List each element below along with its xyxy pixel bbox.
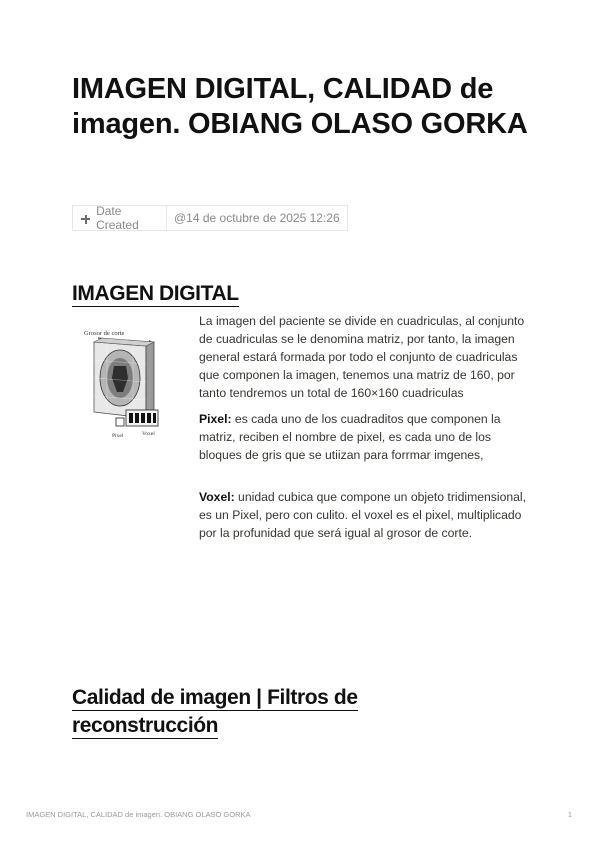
voxel-block (129, 413, 133, 423)
property-label: Date Created (96, 204, 139, 232)
voxel-block (147, 413, 151, 423)
pixel-text: es cada uno de los cuadraditos que componen la matriz, reciben el nombre de pixel, es cada uno de los bloques de gris que se utiizan para forrmar imgenes, (199, 412, 501, 462)
voxel-block (141, 413, 145, 423)
voxel-illustration (80, 326, 176, 444)
footer-page-number: 1 (567, 810, 572, 819)
section-heading-text: Calidad de imagen | Filtros de reconstrucción (72, 686, 358, 737)
paragraph-matrix: La imagen del paciente se divide en cuadriculas, al conjunto de cuadriculas se le denomina matriz, por tanto, la imagen general estará formada por todo el conjunto de cuadriculas que componen la imagen, tenemos una matriz de 160, por tanto tendremos un total de 160×160 cuadriculas (199, 314, 525, 400)
voxel-block (135, 413, 139, 423)
slice-depth-face (146, 342, 154, 418)
paragraph-pixel (199, 410, 529, 464)
section-heading-calidad-de-imagen (72, 684, 432, 740)
property-name (73, 206, 167, 230)
page-title: IMAGEN DIGITAL, CALIDAD de imagen. OBIANG OLASO GORKA (72, 73, 528, 140)
paragraph-voxel (199, 488, 529, 542)
figure-caption-pixel: Pixel (112, 433, 124, 439)
section-heading-text: IMAGEN DIGITAL (72, 282, 239, 305)
figure-caption-voxel: Voxel (142, 431, 155, 437)
voxel-text: unidad cubica que compone un objeto tridimensional, es un Pixel, pero con culito. el voxel es el pixel, multiplicado por la profunidad que será igual al grosor de corte. (199, 490, 527, 540)
figure-caption-top: Grosor de corte (84, 330, 125, 337)
pixel-square (116, 418, 124, 426)
section-1-body (199, 312, 529, 542)
section-heading-imagen-digital (72, 280, 239, 307)
pixel-label: Pixel: (199, 412, 232, 426)
footer-document-title: IMAGEN DIGITAL, CALIDAD de imagen. OBIANG OLASO GORKA (26, 810, 251, 819)
voxel-block (153, 413, 156, 423)
property-date-created (72, 205, 348, 231)
plus-icon (81, 215, 89, 224)
property-value: @14 de octubre de 2025 12:26 (174, 211, 340, 225)
voxel-label: Voxel: (199, 490, 235, 504)
